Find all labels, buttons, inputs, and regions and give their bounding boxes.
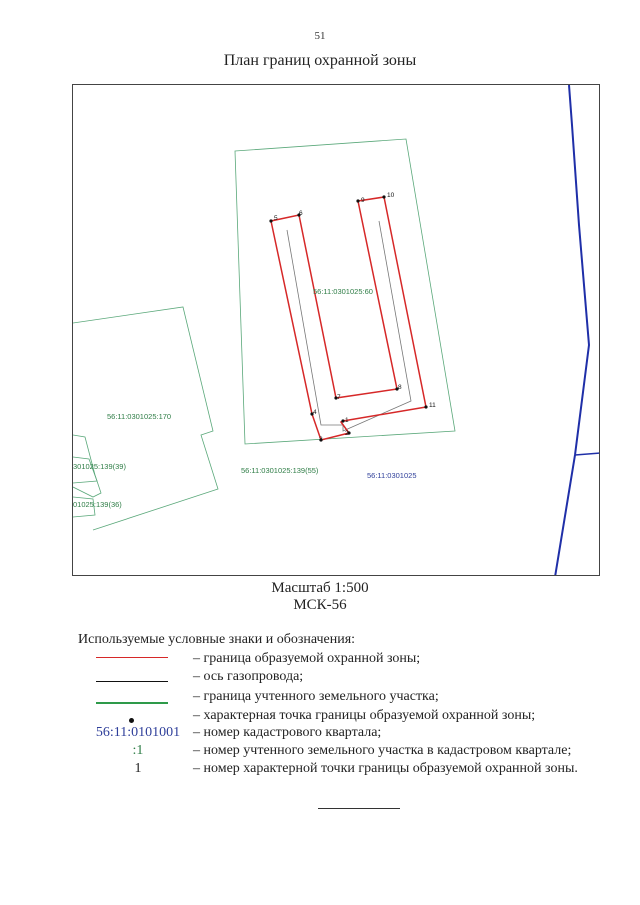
coordinate-system-label: МСК-56 [293, 597, 347, 613]
legend-desc: – характерная точка границы образуемой охранной зоны; [193, 708, 536, 723]
legend-symbol-green-line [78, 688, 198, 706]
parcel-139-55-label: 56:11:0301025:139(55) [241, 466, 319, 475]
map-frame [72, 84, 600, 576]
footer-line [318, 808, 400, 809]
gas-pipeline-axis [287, 221, 411, 431]
parcel-170-label: 56:11:0301025:170 [107, 412, 172, 421]
legend-desc: – номер учтенного земельного участка в кадастровом квартале; [193, 743, 572, 758]
legend-item-parcel-boundary [78, 688, 618, 706]
point-label-11: 11 [429, 402, 436, 409]
point-label-3: 3 [319, 436, 323, 443]
point-label-5: 5 [274, 215, 278, 222]
parcel-139-39-label: 301025:139(39) [73, 462, 126, 471]
legend-desc: – граница образуемой охранной зоны; [193, 651, 421, 666]
point-label-2: 2 [345, 430, 349, 437]
page-title: План границ охранной зоны [223, 52, 417, 69]
point-10 [382, 195, 385, 198]
quarter-boundary-branch [575, 453, 600, 455]
legend-desc: – номер кадастрового квартала; [193, 725, 382, 740]
point-label-9: 9 [361, 197, 365, 204]
point-label-8: 8 [398, 384, 402, 391]
parcel-60-label: 56:11:0301025:60 [313, 287, 373, 296]
legend-title: Используемые условные знаки и обозначения: [78, 632, 356, 647]
scale-block [0, 580, 640, 614]
page-number: 51 [314, 30, 326, 42]
legend-item-point-number [78, 760, 618, 778]
point-5 [269, 219, 272, 222]
point-label-1: 1 [345, 417, 349, 424]
point-label-7: 7 [337, 394, 341, 401]
legend-item-point [78, 707, 618, 725]
point-11 [424, 405, 427, 408]
legend-symbol-dot [78, 707, 198, 725]
legend-item-gas-axis [78, 668, 618, 686]
legend-symbol-red-line [78, 650, 198, 668]
point-label-4: 4 [313, 409, 317, 416]
legend-symbol-parcel: :1 [132, 743, 144, 758]
point-label-10: 10 [387, 192, 395, 199]
map-drawing [73, 85, 600, 576]
quarter-boundary [555, 85, 589, 576]
point-9 [356, 199, 359, 202]
legend-symbol-point-number: 1 [134, 761, 142, 776]
legend-item-parcel-number [78, 742, 618, 760]
legend-symbol-black-line [78, 668, 198, 686]
legend-desc: – граница учтенного земельного участка; [193, 689, 439, 704]
legend-desc: – номер характерной точки границы образуемой охранной зоны. [193, 761, 578, 776]
point-label-6: 6 [299, 210, 303, 217]
legend-symbol-quarter: 56:11:0101001 [95, 725, 181, 740]
parcel-139-36-label: 01025:139(36) [73, 500, 122, 509]
protection-zone-boundary [271, 197, 426, 440]
quarter-label: 56:11:0301025 [367, 471, 417, 480]
legend-desc: – ось газопровода; [193, 669, 304, 684]
zone-points [269, 192, 427, 441]
scale-label: Масштаб 1:500 [271, 580, 369, 596]
legend-item-zone-boundary [78, 650, 618, 668]
legend-item-quarter-number [78, 724, 618, 742]
